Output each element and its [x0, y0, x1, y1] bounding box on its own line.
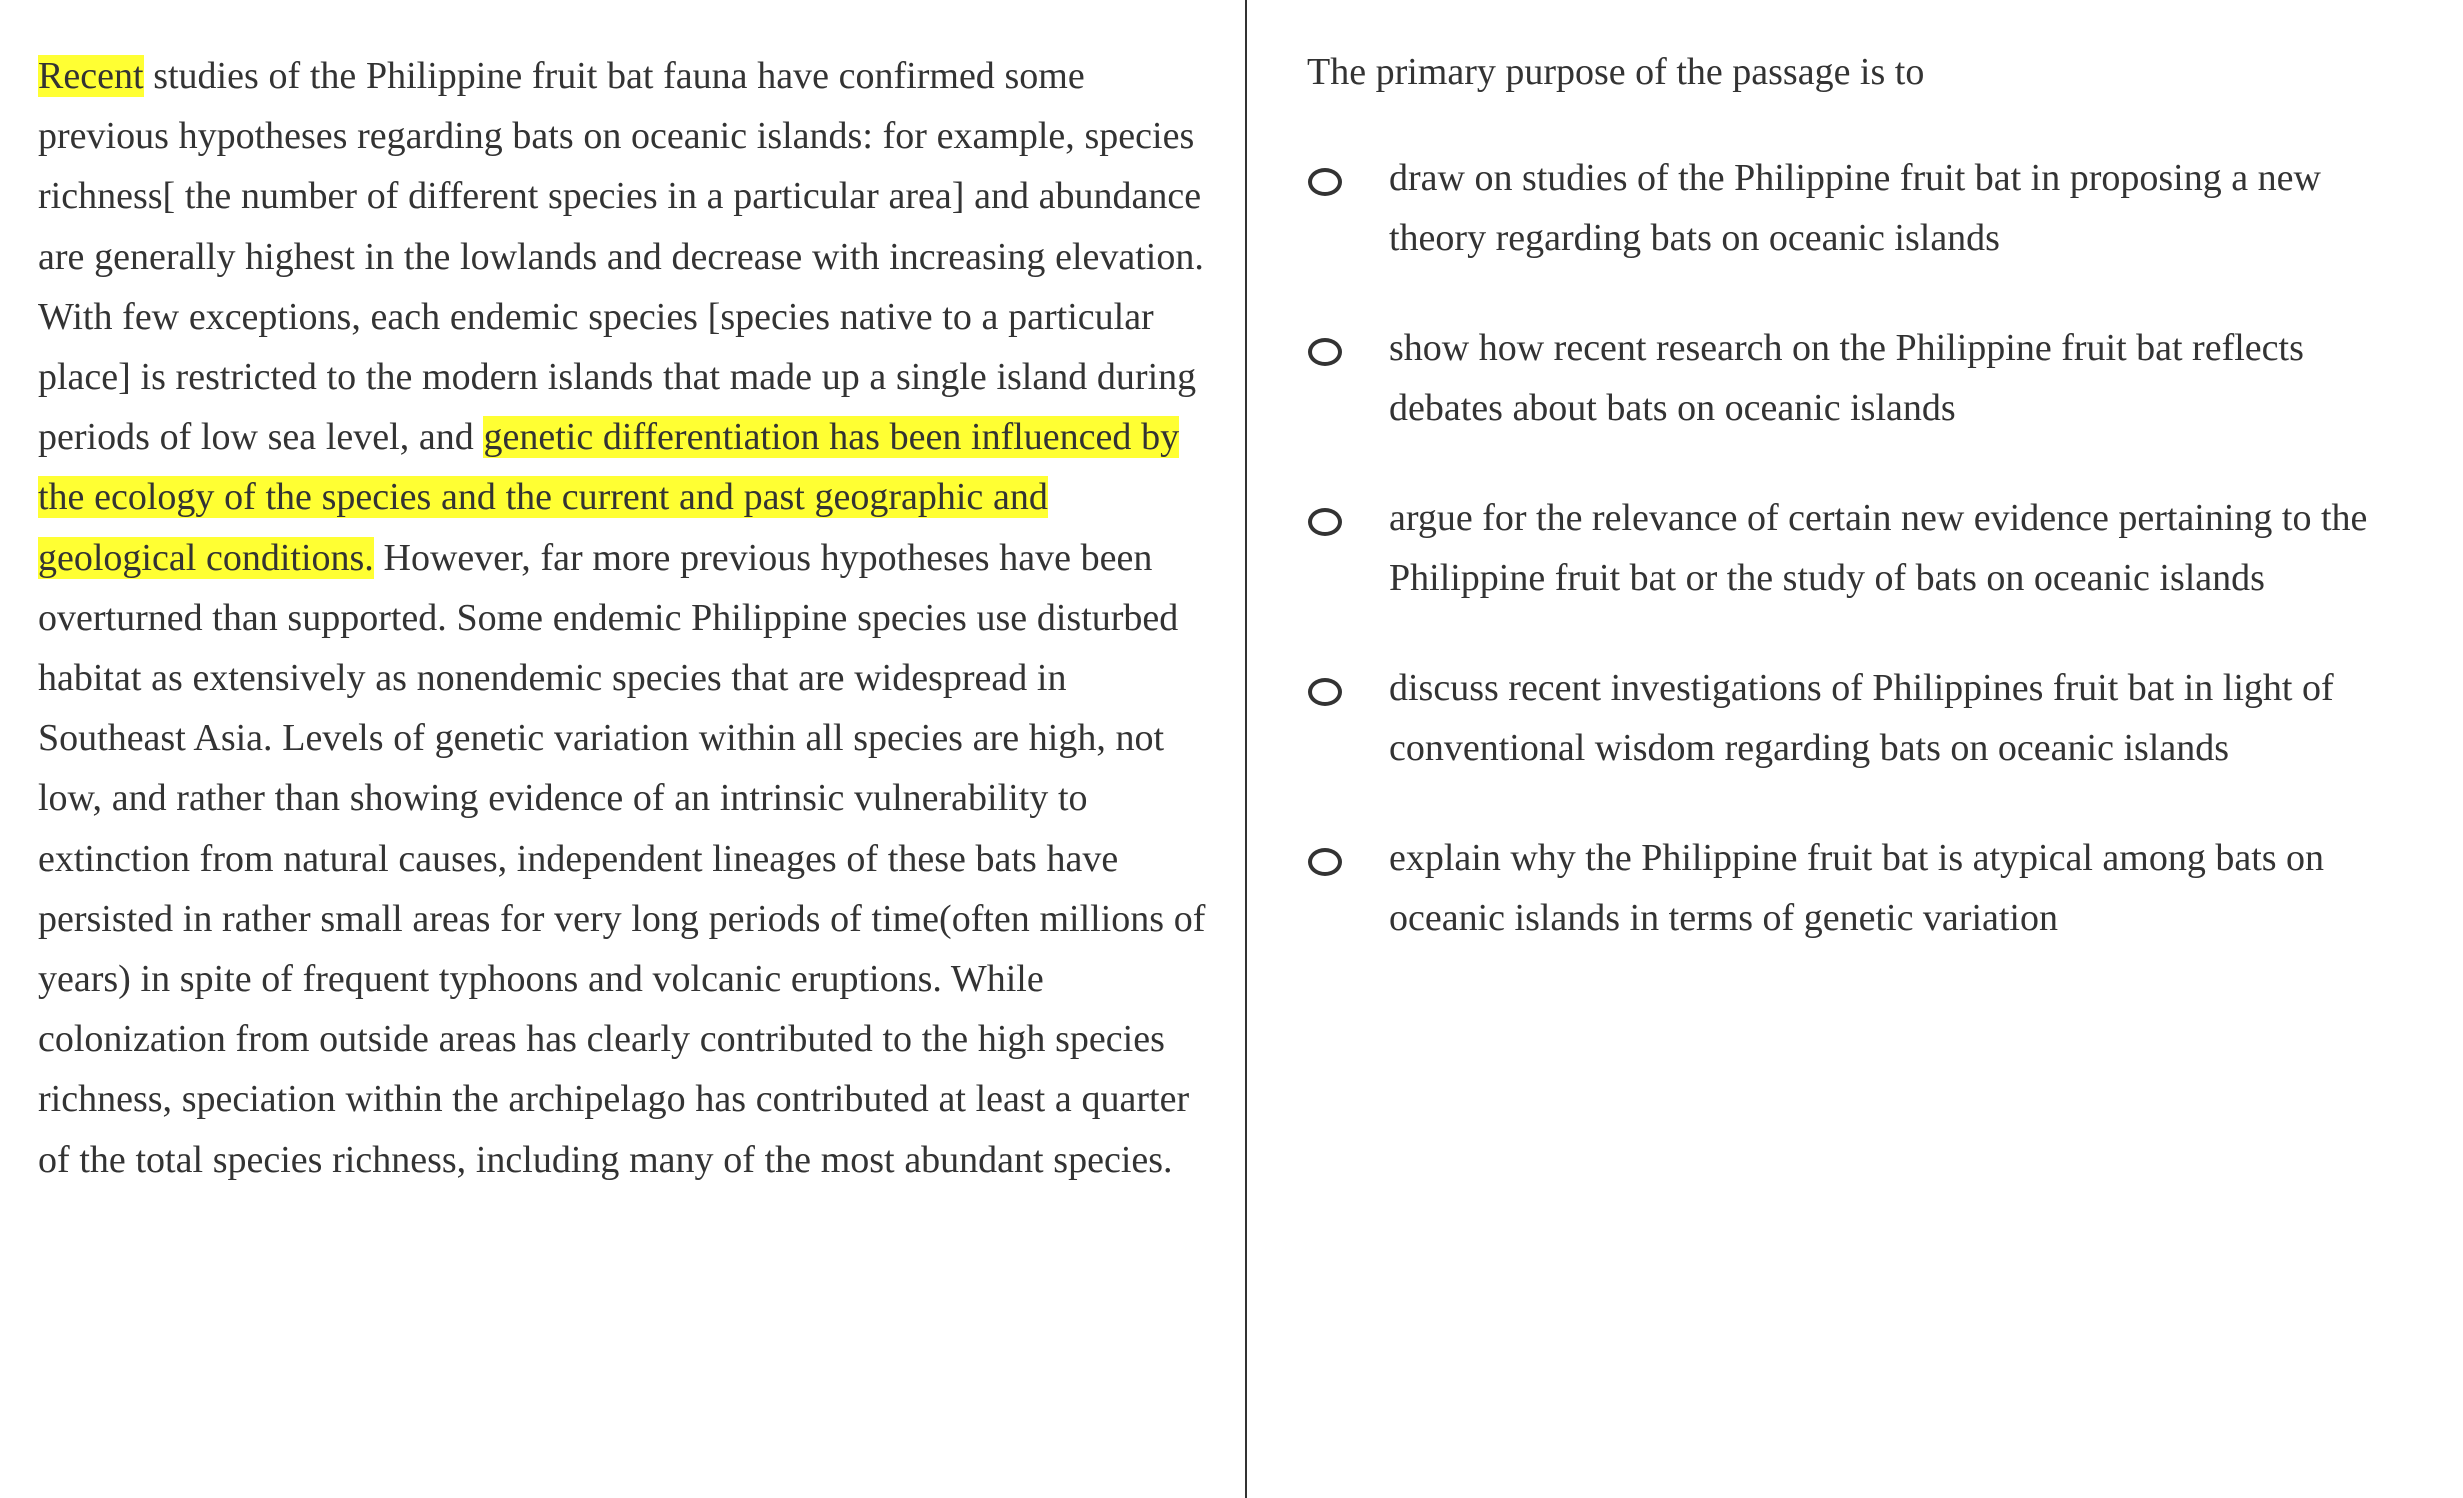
radio-button-icon[interactable]	[1308, 678, 1342, 706]
answer-choice-label: explain why the Philippine fruit bat is atypical among bats on oceanic islands in terms of genetic variation	[1389, 837, 2325, 939]
radio-button-icon[interactable]	[1308, 168, 1342, 196]
answer-choice-b[interactable]	[1307, 318, 2423, 438]
answer-choice-c[interactable]	[1307, 488, 2423, 608]
answer-choice-label: discuss recent investigations of Philippines fruit bat in light of conventional wisdom regarding bats on oceanic islands	[1389, 667, 2334, 769]
passage-text	[38, 46, 1208, 1190]
answer-choice-label: argue for the relevance of certain new evidence pertaining to the Philippine fruit bat or the study of bats on oceanic islands	[1389, 497, 2368, 599]
answer-choice-label: show how recent research on the Philippine fruit bat reflects debates about bats on oceanic islands	[1389, 327, 2304, 429]
answer-choice-d[interactable]	[1307, 658, 2423, 778]
answer-choices	[1307, 148, 2423, 948]
passage-highlight-1: Recent	[38, 55, 144, 97]
radio-button-icon[interactable]	[1308, 508, 1342, 536]
passage-highlight-2: genetic differentiation has been influenced by the ecology of the species and the current and past geographic and geological conditions.	[38, 416, 1180, 579]
passage-segment-2: However, far more previous hypotheses have been overturned than supported. Some endemic Philippine species use disturbed habitat as extensively as nonendemic species that are widespread in Southeast Asia. Levels of genetic variation within all species are high, not low, and rather than showing evidence of an intrinsic vulnerability to extinction from natural causes, independent lineages of these bats have persisted in rather small areas for very long periods of time(often millions of years) in spite of frequent typhoons and volcanic eruptions. While colonization from outside areas has clearly contributed to the high species richness, speciation within the archipelago has contributed at least a quarter of the total species richness, including many of the most abundant species.	[38, 536, 1206, 1181]
radio-button-icon[interactable]	[1308, 338, 1342, 366]
answer-choice-label: draw on studies of the Philippine fruit bat in proposing a new theory regarding bats on oceanic islands	[1389, 157, 2321, 259]
answer-choice-a[interactable]	[1307, 148, 2423, 268]
question-pane	[1247, 0, 2463, 1498]
answer-choice-e[interactable]	[1307, 828, 2423, 948]
question-stem: The primary purpose of the passage is to	[1307, 51, 1925, 93]
radio-button-icon[interactable]	[1308, 848, 1342, 876]
passage-segment-1: studies of the Philippine fruit bat fauna have confirmed some previous hypotheses regarding bats on oceanic islands: for example, species richness[ the number of different species in a particular area] and abundance are generally highest in the lowlands and decrease with increasing elevation. With few exceptions, each endemic species [species native to a particular place] is restricted to the modern islands that made up a single island during periods of low sea level, and	[38, 55, 1204, 459]
